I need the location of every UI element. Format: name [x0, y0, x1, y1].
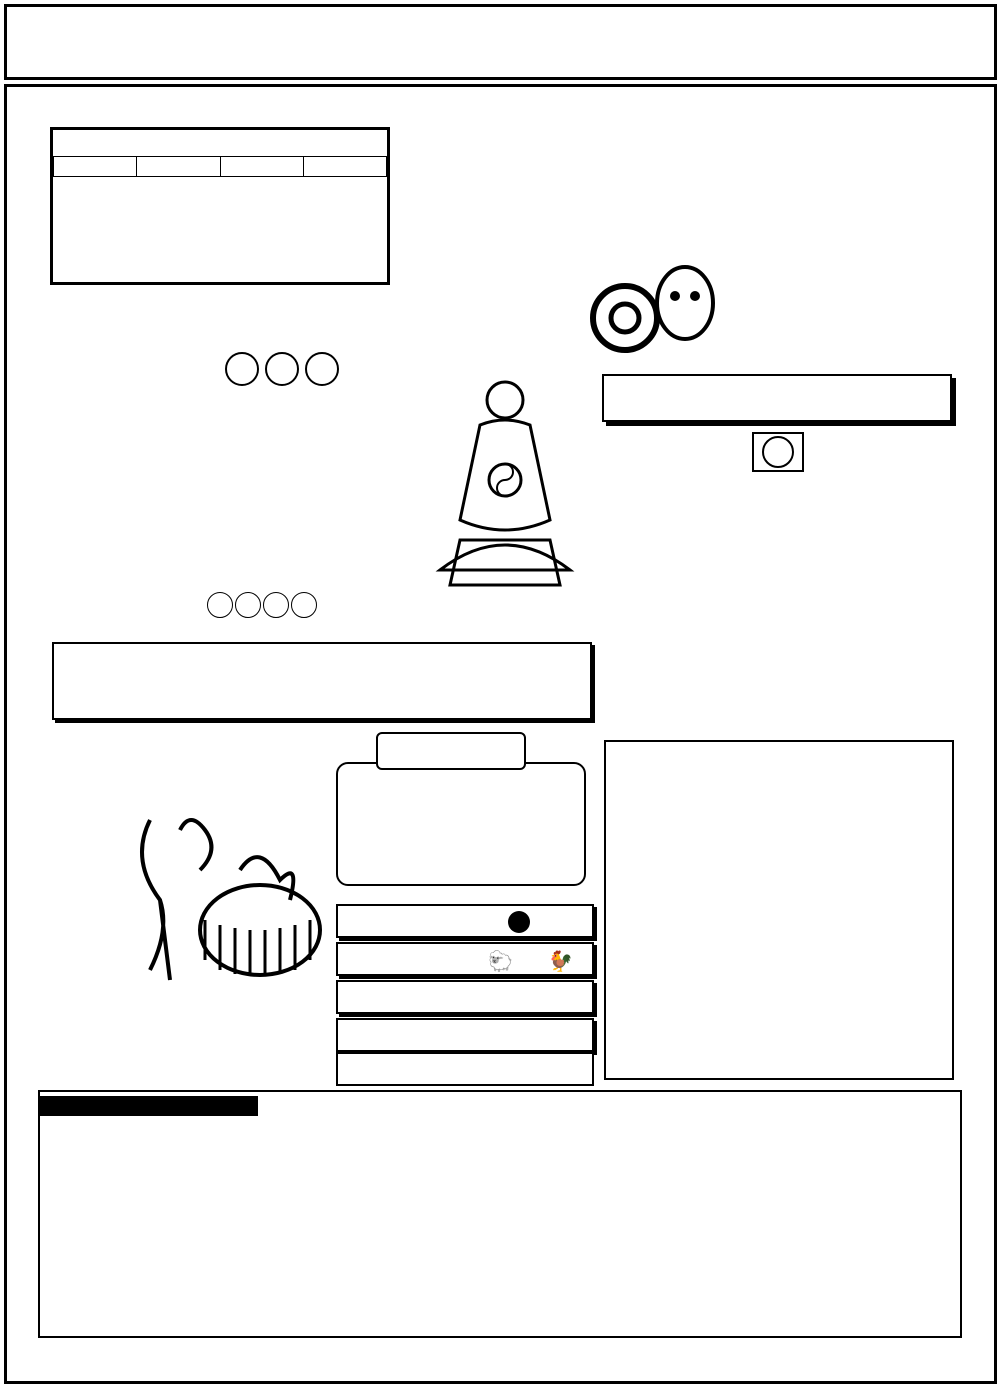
provider-number — [291, 592, 317, 618]
right-border-band — [964, 120, 992, 1320]
buy-box — [600, 432, 954, 730]
provider-number — [263, 592, 289, 618]
snail-shell-icon — [593, 286, 657, 350]
buy-text-left — [676, 466, 688, 716]
special-numbers — [225, 352, 345, 390]
left-border-band — [10, 120, 38, 1320]
mark-six-logo — [602, 374, 952, 422]
col-header-give — [303, 157, 386, 177]
provider-row — [205, 592, 317, 618]
luck-zodiac-row — [336, 942, 594, 976]
provider-number — [207, 592, 233, 618]
luck-big-row — [336, 1052, 594, 1086]
col-header-type — [54, 157, 137, 177]
rooster-icon: 🐓 — [548, 949, 573, 973]
col-header-max — [137, 157, 220, 177]
rooster-illustration — [110, 800, 330, 1000]
special-number — [225, 352, 259, 386]
treasure-title — [376, 732, 526, 770]
zeng-box — [604, 740, 954, 1080]
special-number — [265, 352, 299, 386]
brand-decoration — [555, 128, 875, 358]
intro-text — [56, 322, 72, 602]
buy-text-right — [848, 466, 860, 716]
special-number — [305, 352, 339, 386]
mask-face-icon — [657, 267, 713, 339]
buy-headline — [738, 432, 804, 472]
top-border-band — [40, 90, 962, 116]
lucky-color-ball-icon — [508, 911, 530, 933]
col-header-min — [220, 157, 303, 177]
zone-table-title — [53, 130, 387, 156]
header-box — [4, 4, 997, 80]
results-title — [40, 1096, 258, 1116]
treasure-scroll — [336, 762, 586, 886]
cage-icon — [200, 885, 320, 975]
provider-number — [235, 592, 261, 618]
luck-color-row — [336, 904, 594, 938]
results-dot-grid — [260, 1096, 960, 1256]
guru-illustration — [420, 370, 590, 590]
zone-table — [50, 127, 390, 285]
luck-wave-row — [336, 1018, 594, 1052]
buy-tag — [752, 432, 804, 472]
secret-banner — [52, 642, 592, 720]
brand-block — [405, 128, 955, 363]
buy-highlight — [762, 436, 794, 468]
footer-slogan — [8, 1340, 993, 1384]
sheep-icon: 🐑 — [488, 949, 513, 973]
luck-special-row — [336, 980, 594, 1014]
